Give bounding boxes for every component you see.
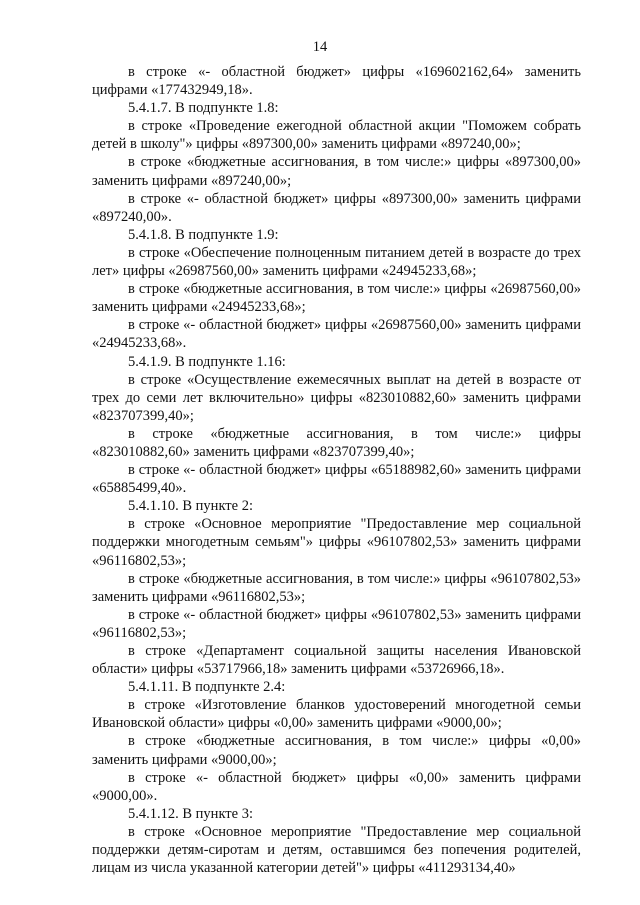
paragraph: в строке «Изготовление бланков удостоверений многодетной семьи Ивановской области» цифры «0,00» заменить цифрами «9000,00»;	[92, 697, 581, 732]
document-body	[92, 63, 581, 877]
paragraph: в строке «- областной бюджет» цифры «96107802,53» заменить цифрами «96116802,53»;	[92, 606, 581, 641]
paragraph: в строке «- областной бюджет» цифры «65188982,60» заменить цифрами «65885499,40».	[92, 462, 581, 497]
paragraph: в строке «бюджетные ассигнования, в том числе:» цифры «897300,00» заменить цифрами «897240,00»;	[92, 154, 581, 189]
paragraph: в строке «бюджетные ассигнования, в том числе:» цифры «26987560,00» заменить цифрами «24945233,68»;	[92, 281, 581, 316]
paragraph: в строке «Осуществление ежемесячных выплат на детей в возрасте от трех до семи лет включительно» цифры «823010882,60» заменить цифрами «823707399,40»;	[92, 371, 581, 424]
paragraph: в строке «бюджетные ассигнования, в том числе:» цифры «96107802,53» заменить цифрами «96116802,53»;	[92, 570, 581, 605]
paragraph: в строке «- областной бюджет» цифры «897300,00» заменить цифрами «897240,00».	[92, 190, 581, 225]
section-heading: 5.4.1.12. В пункте 3:	[128, 805, 253, 822]
paragraph: в строке «- областной бюджет» цифры «0,00» заменить цифрами «9000,00».	[92, 769, 581, 804]
paragraph: в строке «Основное мероприятие "Предоставление мер социальной поддержки многодетным семьям"» цифры «96107802,53» заменить цифрами «96116802,53»;	[92, 516, 581, 569]
section-heading: 5.4.1.10. В пункте 2:	[128, 498, 253, 515]
paragraph: в строке «Департамент социальной защиты населения Ивановской области» цифры «53717966,18» заменить цифрами «53726966,18».	[92, 643, 581, 678]
paragraph: в строке «бюджетные ассигнования, в том числе:» цифры «823010882,60» заменить цифрами «823707399,40»;	[92, 425, 581, 460]
paragraph: в строке «- областной бюджет» цифры «26987560,00» заменить цифрами «24945233,68».	[92, 317, 581, 352]
section-heading: 5.4.1.11. В подпункте 2.4:	[128, 679, 286, 696]
section-heading: 5.4.1.9. В подпункте 1.16:	[128, 353, 286, 370]
section-heading: 5.4.1.7. В подпункте 1.8:	[128, 100, 279, 117]
paragraph: в строке «Обеспечение полноценным питанием детей в возрасте до трех лет» цифры «26987560,00» заменить цифрами «24945233,68»;	[92, 244, 581, 280]
paragraph: в строке «Основное мероприятие "Предоставление мер социальной поддержки детям-сиротам и детям, оставшимся без попечения родителей, лицам из числа указанной категории детей"» цифры «411293134,40»	[92, 823, 581, 877]
section-heading: 5.4.1.8. В подпункте 1.9:	[128, 226, 279, 243]
page-number: 14	[312, 39, 328, 55]
paragraph: в строке «бюджетные ассигнования, в том числе:» цифры «0,00» заменить цифрами «9000,00»;	[92, 733, 581, 768]
paragraph: в строке «- областной бюджет» цифры «169602162,64» заменить цифрами «177432949,18».	[92, 64, 581, 99]
paragraph: в строке «Проведение ежегодной областной акции "Поможем собрать детей в школу"» цифры «897300,00» заменить цифрами «897240,00»;	[92, 118, 581, 153]
